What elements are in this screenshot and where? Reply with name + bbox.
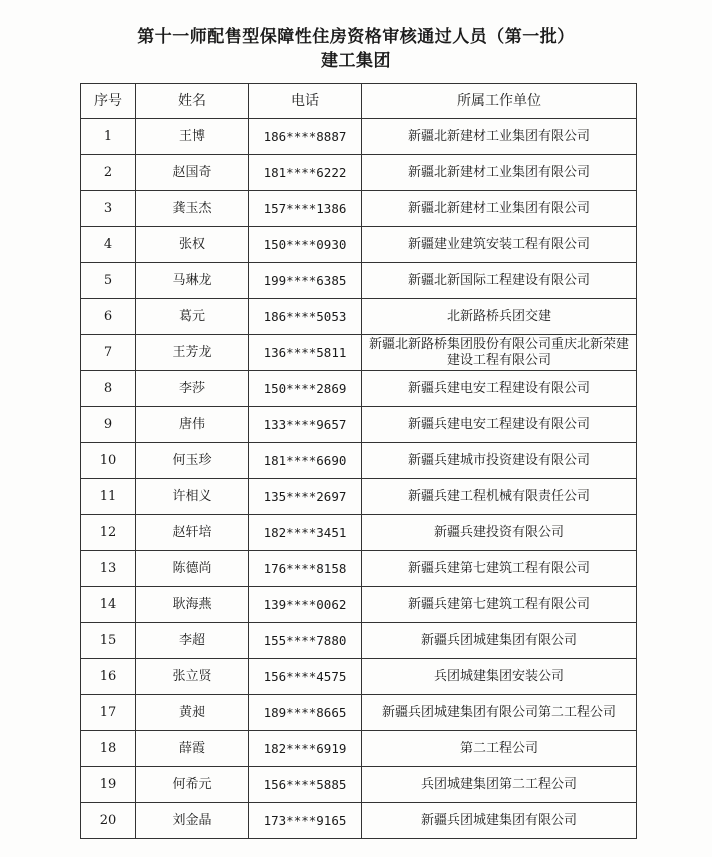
cell-unit: 新疆兵建电安工程建设有限公司 bbox=[362, 371, 637, 407]
cell-no: 7 bbox=[81, 335, 136, 371]
cell-no: 2 bbox=[81, 155, 136, 191]
table-row bbox=[81, 551, 637, 587]
document-title: 第十一师配售型保障性住房资格审核通过人员（第一批） bbox=[137, 27, 575, 47]
table-row bbox=[81, 227, 637, 263]
cell-unit: 新疆北新建材工业集团有限公司 bbox=[362, 119, 637, 155]
cell-name: 王博 bbox=[136, 119, 249, 155]
cell-no: 12 bbox=[81, 515, 136, 551]
cell-phone: 139****0062 bbox=[249, 587, 362, 623]
cell-name: 李莎 bbox=[136, 371, 249, 407]
table-row bbox=[81, 155, 637, 191]
cell-phone: 157****1386 bbox=[249, 191, 362, 227]
cell-phone: 181****6690 bbox=[249, 443, 362, 479]
cell-no: 20 bbox=[81, 803, 136, 839]
cell-unit: 新疆兵团城建集团有限公司第二工程公司 bbox=[362, 695, 637, 731]
cell-unit: 新疆兵建第七建筑工程有限公司 bbox=[362, 551, 637, 587]
cell-name: 赵轩培 bbox=[136, 515, 249, 551]
cell-name: 龚玉杰 bbox=[136, 191, 249, 227]
cell-name: 何玉珍 bbox=[136, 443, 249, 479]
table-row bbox=[81, 119, 637, 155]
table-row bbox=[81, 299, 637, 335]
cell-name: 许相义 bbox=[136, 479, 249, 515]
cell-no: 16 bbox=[81, 659, 136, 695]
cell-phone: 186****8887 bbox=[249, 119, 362, 155]
cell-unit: 第二工程公司 bbox=[362, 731, 637, 767]
cell-name: 刘金晶 bbox=[136, 803, 249, 839]
table-row bbox=[81, 515, 637, 551]
cell-unit: 新疆兵团城建集团有限公司 bbox=[362, 623, 637, 659]
cell-name: 唐伟 bbox=[136, 407, 249, 443]
header-unit: 所属工作单位 bbox=[362, 84, 637, 119]
cell-no: 5 bbox=[81, 263, 136, 299]
cell-name: 耿海燕 bbox=[136, 587, 249, 623]
cell-unit: 兵团城建集团安装公司 bbox=[362, 659, 637, 695]
cell-unit: 新疆北新建材工业集团有限公司 bbox=[362, 155, 637, 191]
table-row bbox=[81, 407, 637, 443]
table-row bbox=[81, 263, 637, 299]
table-row bbox=[81, 587, 637, 623]
cell-no: 3 bbox=[81, 191, 136, 227]
cell-phone: 156****5885 bbox=[249, 767, 362, 803]
cell-phone: 181****6222 bbox=[249, 155, 362, 191]
cell-phone: 155****7880 bbox=[249, 623, 362, 659]
cell-unit: 新疆兵建投资有限公司 bbox=[362, 515, 637, 551]
cell-name: 王芳龙 bbox=[136, 335, 249, 371]
table-row bbox=[81, 371, 637, 407]
cell-name: 黄昶 bbox=[136, 695, 249, 731]
cell-phone: 136****5811 bbox=[249, 335, 362, 371]
cell-name: 薛霞 bbox=[136, 731, 249, 767]
personnel-table bbox=[80, 83, 637, 839]
cell-name: 葛元 bbox=[136, 299, 249, 335]
cell-phone: 199****6385 bbox=[249, 263, 362, 299]
cell-name: 赵国奇 bbox=[136, 155, 249, 191]
cell-no: 4 bbox=[81, 227, 136, 263]
table-row bbox=[81, 443, 637, 479]
cell-unit: 兵团城建集团第二工程公司 bbox=[362, 767, 637, 803]
cell-unit: 新疆兵建城市投资建设有限公司 bbox=[362, 443, 637, 479]
cell-phone: 135****2697 bbox=[249, 479, 362, 515]
cell-name: 陈德尚 bbox=[136, 551, 249, 587]
cell-no: 19 bbox=[81, 767, 136, 803]
table-row bbox=[81, 191, 637, 227]
cell-no: 8 bbox=[81, 371, 136, 407]
cell-unit: 北新路桥兵团交建 bbox=[362, 299, 637, 335]
cell-no: 14 bbox=[81, 587, 136, 623]
table-row bbox=[81, 623, 637, 659]
document-subtitle: 建工集团 bbox=[321, 51, 391, 71]
cell-phone: 156****4575 bbox=[249, 659, 362, 695]
cell-name: 张立贤 bbox=[136, 659, 249, 695]
header-phone: 电话 bbox=[249, 84, 362, 119]
cell-name: 张权 bbox=[136, 227, 249, 263]
cell-no: 11 bbox=[81, 479, 136, 515]
table-row bbox=[81, 803, 637, 839]
cell-phone: 182****6919 bbox=[249, 731, 362, 767]
cell-no: 17 bbox=[81, 695, 136, 731]
cell-no: 1 bbox=[81, 119, 136, 155]
cell-phone: 150****2869 bbox=[249, 371, 362, 407]
cell-phone: 186****5053 bbox=[249, 299, 362, 335]
cell-name: 马琳龙 bbox=[136, 263, 249, 299]
cell-phone: 182****3451 bbox=[249, 515, 362, 551]
header-no: 序号 bbox=[81, 84, 136, 119]
table-row bbox=[81, 335, 637, 371]
cell-name: 何希元 bbox=[136, 767, 249, 803]
cell-no: 10 bbox=[81, 443, 136, 479]
table-row bbox=[81, 479, 637, 515]
cell-no: 15 bbox=[81, 623, 136, 659]
table-row bbox=[81, 767, 637, 803]
table-header-row bbox=[81, 84, 637, 119]
cell-unit: 新疆兵团城建集团有限公司 bbox=[362, 803, 637, 839]
cell-unit: 新疆北新国际工程建设有限公司 bbox=[362, 263, 637, 299]
cell-unit: 新疆北新路桥集团股份有限公司重庆北新荣建建设工程有限公司 bbox=[362, 335, 637, 371]
table-row bbox=[81, 731, 637, 767]
cell-name: 李超 bbox=[136, 623, 249, 659]
cell-unit: 新疆兵建第七建筑工程有限公司 bbox=[362, 587, 637, 623]
cell-no: 18 bbox=[81, 731, 136, 767]
cell-no: 9 bbox=[81, 407, 136, 443]
cell-unit: 新疆兵建电安工程建设有限公司 bbox=[362, 407, 637, 443]
cell-unit: 新疆兵建工程机械有限责任公司 bbox=[362, 479, 637, 515]
table-row bbox=[81, 659, 637, 695]
cell-phone: 189****8665 bbox=[249, 695, 362, 731]
cell-phone: 173****9165 bbox=[249, 803, 362, 839]
cell-unit: 新疆北新建材工业集团有限公司 bbox=[362, 191, 637, 227]
cell-unit: 新疆建业建筑安装工程有限公司 bbox=[362, 227, 637, 263]
cell-phone: 176****8158 bbox=[249, 551, 362, 587]
header-name: 姓名 bbox=[136, 84, 249, 119]
cell-phone: 133****9657 bbox=[249, 407, 362, 443]
cell-phone: 150****0930 bbox=[249, 227, 362, 263]
table-row bbox=[81, 695, 637, 731]
cell-no: 13 bbox=[81, 551, 136, 587]
cell-no: 6 bbox=[81, 299, 136, 335]
